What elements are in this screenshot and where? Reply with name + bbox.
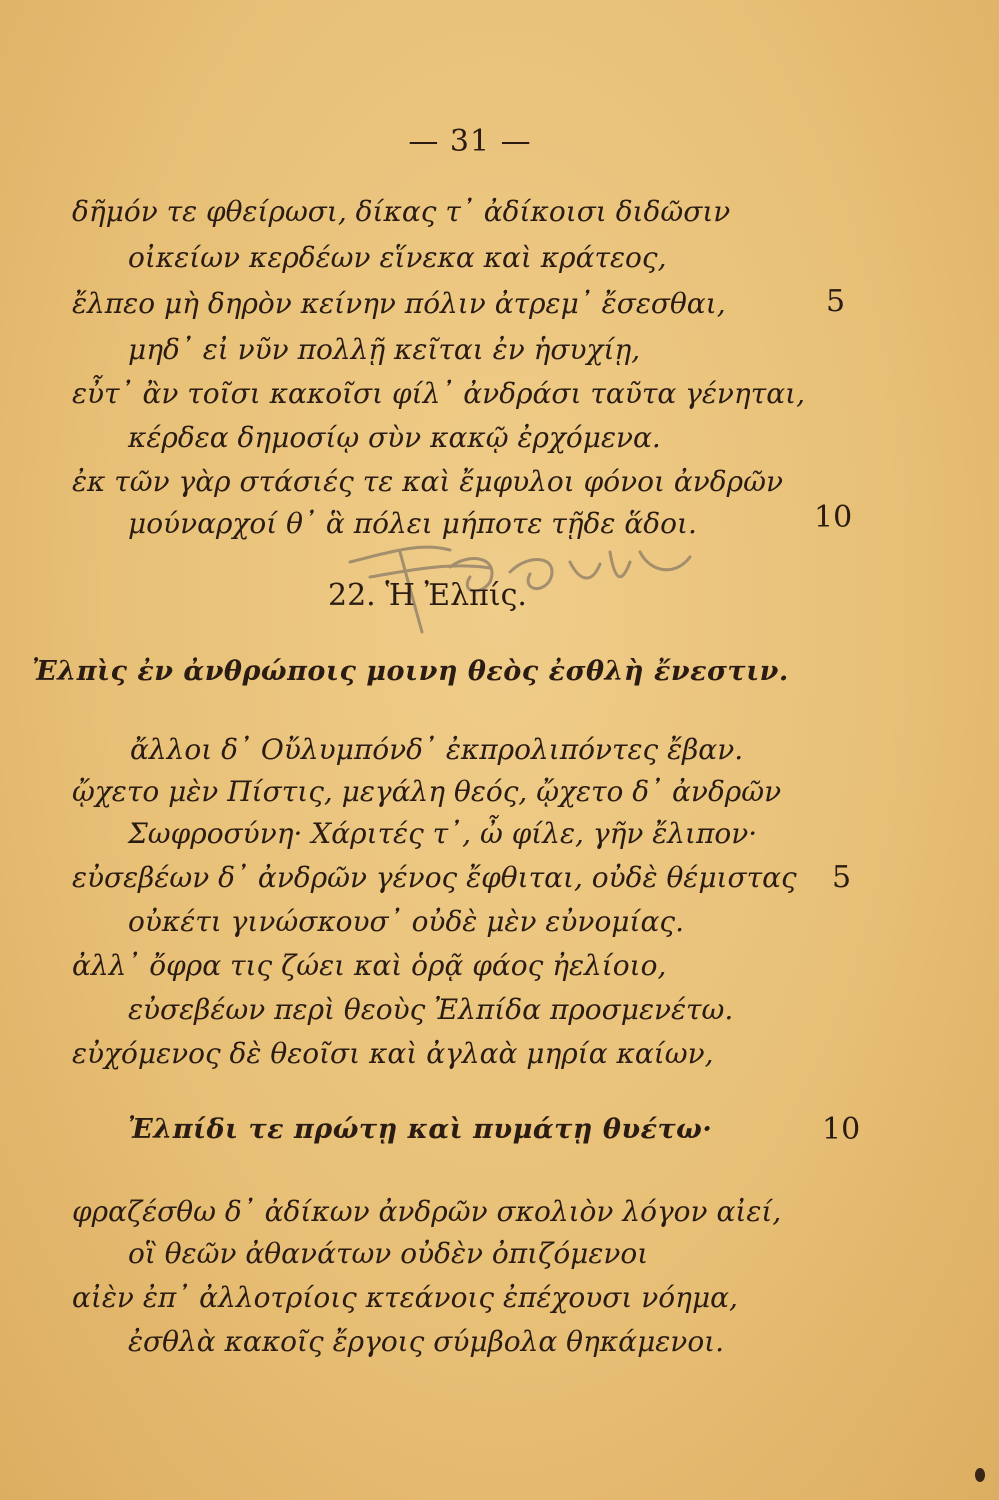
poem2-bold-line: Ἐλπίδι τε πρώτῃ καὶ πυμάτῃ θυέτω· — [128, 1114, 713, 1145]
poem2-line-8: εὐχόμενος δὲ θεοῖσι καὶ ἀγλαὰ μηρία καίων, — [72, 1037, 714, 1070]
poem1-line-3: ἔλπεο μὴ δηρὸν κείνην πόλιν ἀτρεμ᾽ ἔσεσθαι, — [72, 287, 726, 320]
poem1-line-2: οἰκείων κερδέων εἵνεκα καὶ κράτεος, — [128, 241, 667, 274]
poem3-line-4: ἐσθλὰ κακοῖς ἔργοις σύμβολα θηκάμενοι. — [128, 1325, 725, 1358]
section-subtitle: Ἐλπὶς ἐν ἀνθρώποις μοινη θεὸς ἐσθλὴ ἔνεστιν. — [32, 656, 789, 687]
poem1-line-1: δῆμόν τε φθείρωσι, δίκας τ᾽ ἀδίκοισι διδῶσιν — [72, 195, 731, 228]
poem3-line-1: φραζέσθω δ᾽ ἀδίκων ἀνδρῶν σκολιὸν λόγον αἰεί, — [72, 1195, 782, 1228]
poem1-line-4: μηδ᾽ εἰ νῦν πολλῇ κεῖται ἐν ἡσυχίῃ, — [128, 333, 641, 366]
page-number: — 31 — — [408, 124, 532, 159]
poem1-line-5: εὖτ᾽ ἂν τοῖσι κακοῖσι φίλ᾽ ἀνδράσι ταῦτα γένηται, — [72, 377, 805, 410]
poem2-line-1: ἄλλοι δ᾽ Οὔλυμπόνδ᾽ ἐκπρολιπόντες ἔβαν. — [130, 733, 744, 766]
poem2-line-number-5: 5 — [832, 860, 852, 895]
poem1-line-number-5: 5 — [826, 284, 846, 319]
poem3-line-3: αἰὲν ἐπ᾽ ἀλλοτρίοις κτεάνοις ἐπέχουσι νόημα, — [72, 1281, 738, 1314]
poem1-line-7: ἐκ τῶν γὰρ στάσιές τε καὶ ἔμφυλοι φόνοι ἀνδρῶν — [72, 465, 783, 498]
poem2-line-5: οὐκέτι γινώσκουσ᾽ οὐδὲ μὲν εὐνομίας. — [128, 905, 684, 938]
poem1-line-8: μούναρχοί θ᾽ ἃ πόλει μήποτε τῇδε ἅδοι. — [128, 507, 697, 540]
poem1-line-6: κέρδεα δημοσίῳ σὺν κακῷ ἐρχόμενα. — [128, 421, 661, 454]
poem2-line-2: ᾤχετο μὲν Πίστις, μεγάλη θεός, ᾤχετο δ᾽ ἀνδρῶν — [72, 775, 782, 808]
poem2-line-3: Σωφροσύνη· Χάριτές τ᾽, ὦ φίλε, γῆν ἔλιπον· — [128, 817, 758, 850]
poem2-line-7: εὐσεβέων περὶ θεοὺς Ἐλπίδα προσμενέτω. — [128, 993, 734, 1026]
section-title: 22. Ἡ Ἐλπίς. — [328, 578, 527, 613]
poem2-line-number-10: 10 — [822, 1112, 861, 1147]
poem2-line-4: εὐσεβέων δ᾽ ἀνδρῶν γένος ἔφθιται, οὐδὲ θέμιστας — [72, 861, 797, 894]
poem1-line-number-10: 10 — [814, 500, 853, 535]
ink-speck — [975, 1468, 985, 1482]
poem2-line-6: ἀλλ᾽ ὄφρα τις ζώει καὶ ὁρᾷ φάος ἠελίοιο, — [72, 949, 667, 982]
poem3-line-2: οἳ θεῶν ἀθανάτων οὐδὲν ὀπιζόμενοι — [128, 1237, 649, 1270]
